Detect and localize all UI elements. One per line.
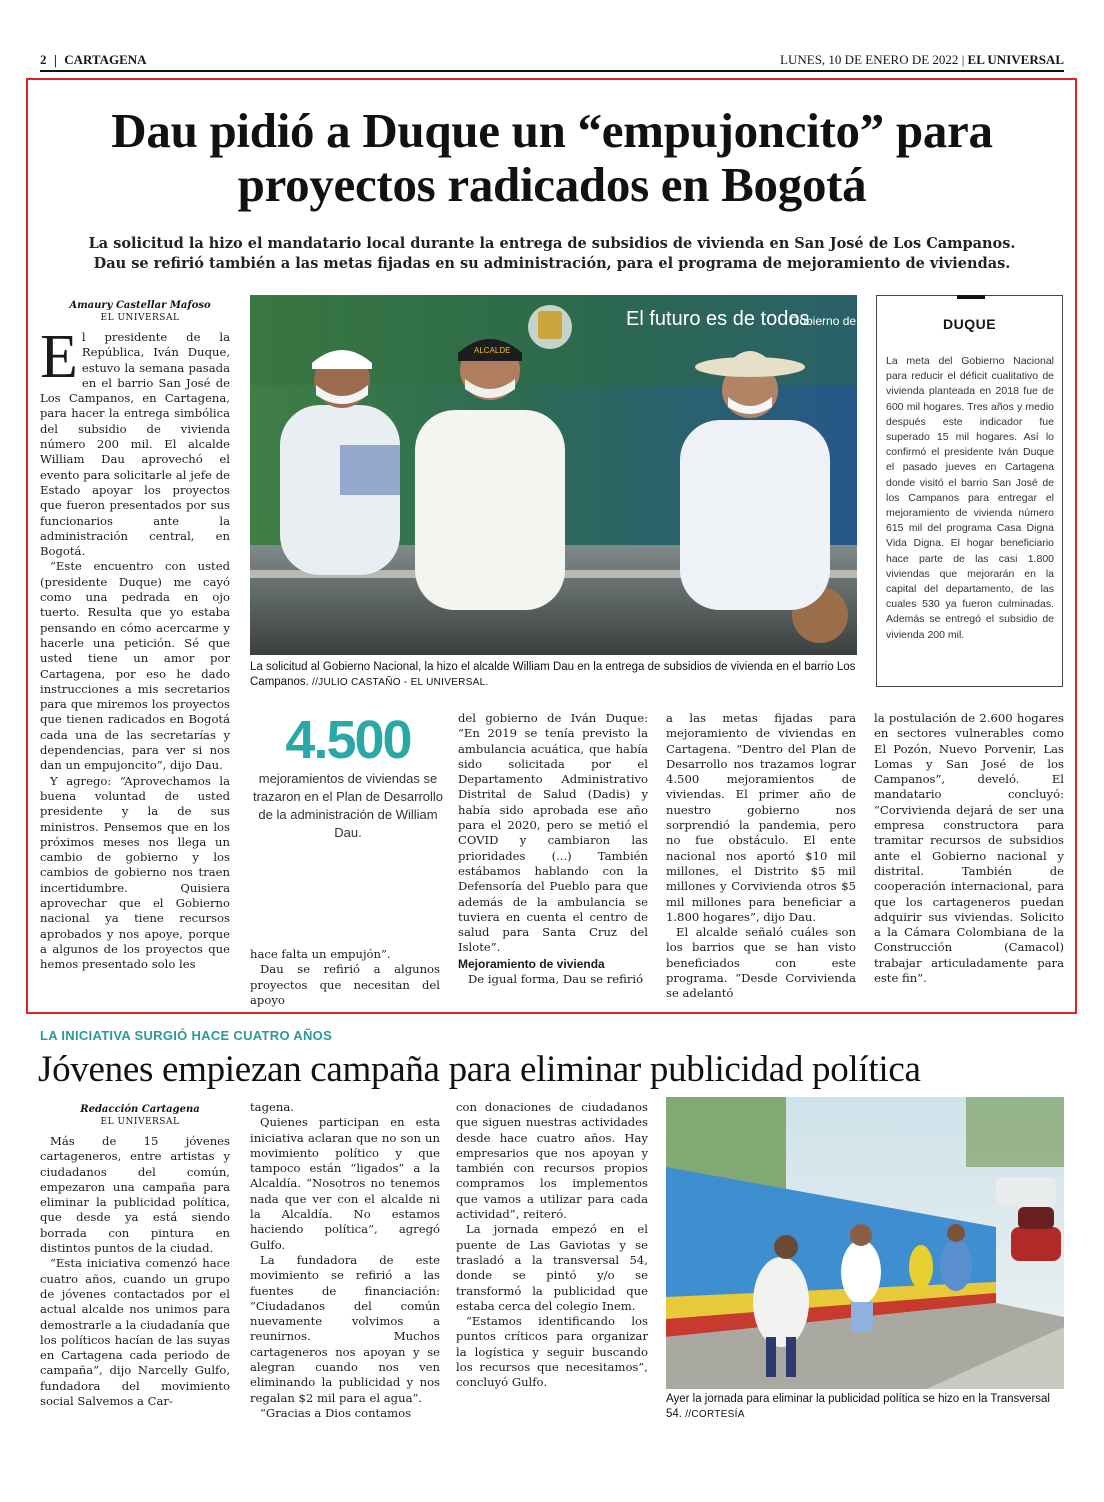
- paragraph: Quienes participan en esta iniciativa aclaran que no son un movimiento político y que tampoco están “ligados” a la Alcaldía. “Nosotros no tenemos nada que ver con el alcalde ni la Alcaldía. No estamos haciendo política”, agregó Gulfo.: [250, 1115, 440, 1252]
- sidebar-title: DUQUE: [942, 316, 997, 332]
- sidebar-box: [876, 295, 1063, 687]
- header-right: LUNES, 10 DE ENERO DE 2022 | EL UNIVERSAL: [780, 52, 1064, 67]
- paragraph: la postulación de 2.600 hogares en sectores vulnerables como El Pozón, Nuevo Porvenir, Las Lomas y San José de los Campanos”, develó. El mandatario concluyó: “Corvivienda dejará de ser una empresa constructora para tramitar recursos de subsidios ante el Gobierno nacional y distrital. También de cooperación internacional, para que los cartageneros puedan adquirir sus viviendas. Solicito a la Cámara Colombiana de la Construcción (Camacol) trabajar articuladamente para este fin”.: [874, 711, 1064, 986]
- article2-column-2: [250, 1100, 440, 1421]
- article2-headline: Jóvenes empiezan campaña para eliminar publicidad política: [38, 1049, 921, 1090]
- caption-text: Ayer la jornada para eliminar la publicidad política se hizo en la Transversal 54.: [666, 1393, 1050, 1420]
- paragraph: a las metas fijadas para mejoramiento de viviendas en Cartagena. “Dentro del Plan de Desarrollo nos trazamos lograr 4.500 mejoramientos de viviendas. El primer año de nuestro gobierno nos sorprendió la pandemia, pero no fue obstáculo. El ente nacional nos aportó $10 mil millones, el Distrito $5 mil millones y Corvivienda otros $5 mil millones para beneficiar a 1.800 hogares”, dijo Dau.: [666, 711, 856, 924]
- paragraph: “Este encuentro con usted (presidente Duque) me cayó como una pedrada en ojo tuerto. Resulta que yo estaba pensando en cómo acercarme y hacerle una petición. Sé que usted tiene un amor por Cartagena, por eso he dado instrucciones a mis secretarios para que miremos los proyectos que tienen radicados en Bogotá cada una de las secretarías y dependencias, para ver si nos dan un empujoncito”, dijo Dau.: [40, 559, 230, 773]
- paragraph: La fundadora de este movimiento se refirió a las fuentes de financiación: “Ciudadanos del común nuevamente volvimos a reunirnos. Muchos cartageneros nos apoyan y se alegran cuando nos ven eliminando la publicidad y nos regalan $2 mil para el agua”.: [250, 1252, 440, 1405]
- photo-caption: [666, 1392, 1064, 1422]
- subhead: Mejoramiento de vivienda: [458, 956, 605, 971]
- caption-text: La solicitud al Gobierno Nacional, la hizo el alcalde William Dau en la entrega de subsidios de vivienda en el barrio Los Campanos.: [250, 661, 856, 688]
- article1-column-1: [40, 323, 230, 972]
- newspaper-name: EL UNIVERSAL: [967, 52, 1064, 67]
- article2-column-3: [456, 1100, 648, 1391]
- main-headline: Dau pidió a Duque un “empujoncito” para proyectos radicados en Bogotá: [111, 103, 993, 212]
- photo-youth-painting: [666, 1097, 1064, 1389]
- author-name: Amaury Castellar Mafoso: [69, 300, 211, 311]
- article2-column-1: [40, 1134, 230, 1409]
- section-name: CARTAGENA: [64, 52, 147, 67]
- page-number: 2: [40, 52, 47, 67]
- drop-cap: E: [40, 323, 78, 391]
- page-header: 2 | CARTAGENA LUNES, 10 DE ENERO DE 2022 | EL UNIVERSAL: [40, 52, 1064, 67]
- article2-kicker: LA INICIATIVA SURGIÓ HACE CUATRO AÑOS: [40, 1028, 333, 1043]
- highlight-number: 4.500: [285, 710, 411, 770]
- article1-column-4: [666, 711, 856, 1002]
- paragraph: Más de 15 jóvenes cartageneros, entre artistas y ciudadanos del común, empezaron una campaña para eliminar la publicidad política, que desde ya está siendo borrada con pintura en distintos puntos de la ciudad.: [40, 1134, 230, 1256]
- article1-column-5: [874, 711, 1064, 986]
- paragraph: tagena.: [250, 1100, 294, 1114]
- sidebar-text: La meta del Gobierno Nacional para reducir el déficit cualitativo de vivienda planteada en 2018 fue de 600 mil hogares. Tres años y medio después este indicador fue superado 15 mil hogares. Así lo confirmó el presidente Iván Duque el pasado jueves en Cartagena donde visitó el barrio San José de los Campanos para entregar el mejoramiento de vivienda número 615 mil del programa Casa Digna Vida Digna. El hogar beneficiario hace parte de las casi 1.800 viviendas que mejorarán en la capital del departamento, de las cuales 530 ya fueron culminadas. Además se entregó el subsidio de vivienda 200 mil.: [886, 355, 1054, 641]
- sidebar-accent: [957, 295, 985, 299]
- highlight-text: mejoramientos de viviendas se trazaron en el Plan de Desarrollo de la administración de William Dau.: [252, 771, 444, 840]
- byline: [40, 1104, 240, 1128]
- paragraph: del gobierno de Iván Duque: “En 2019 se tenía previsto la ambulancia acuática, que había sido solicitada por el Departamento Administrativo Distrital de Salud (Dadis) y había sido aprobada ese año para el 2020, pero se metió el COVID y cambiaron las prioridades (...) También estábamos hablando con la Defensoría del Pueblo para que además de la ambulancia se tuviera en cuenta el centro de salud para Santa Cruz del Islote”.: [458, 711, 648, 955]
- issue-date: LUNES, 10 DE ENERO DE 2022: [780, 52, 959, 67]
- photo-caption: [250, 660, 860, 690]
- paragraph: l presidente de la República, Iván Duque, estuvo la semana pasada en el barrio San José de Los Campanos, en Cartagena, para hacer la entrega simbólica del subsidio de vivienda número 200 mil. El alcalde William Dau aprovechó el evento para solicitarle al jefe de Estado apoyar los proyectos que fueron presentados por sus funcionarios ante la administración central, en Bogotá.: [40, 330, 230, 559]
- banner-slogan: El futuro es de todos: [626, 308, 810, 330]
- cap-label: ALCALDE: [474, 346, 511, 355]
- paragraph: “Gracias a Dios contamos: [260, 1405, 412, 1420]
- paragraph: El alcalde señaló cuáles son los barrios que se han visto beneficiados con este programa. “Desde Corvivienda se adelantó: [666, 925, 856, 1001]
- photo-credit: //JULIO CASTAÑO - EL UNIVERSAL.: [312, 677, 489, 688]
- author-org: EL UNIVERSAL: [100, 1117, 180, 1127]
- header-rule: [40, 70, 1064, 72]
- paragraph: hace falta un empujón”.: [250, 947, 391, 961]
- paragraph: con donaciones de ciudadanos que siguen nuestras actividades desde hace cuatro años. Hay empresarios que nos apoyan y también con recursos propios compramos los implementos que vamos a utilizar para cada actividad”, reiteró.: [456, 1100, 648, 1222]
- photo-officials: [250, 295, 878, 655]
- paragraph: La jornada empezó en el puente de Las Gaviotas y se trasladó a la transversal 54, donde se pintó y/o se transformó la publicidad que estaba cerca del colegio Inem.: [456, 1222, 648, 1313]
- author-name: Redacción Cartagena: [80, 1104, 200, 1115]
- paragraph: De igual forma, Dau se refirió: [468, 971, 644, 986]
- paragraph: “Estamos identificando los puntos críticos para organizar la logística y seguir buscando los recursos que necesitamos”, concluyó Gulfo.: [456, 1314, 648, 1390]
- author-org: EL UNIVERSAL: [100, 313, 180, 323]
- main-deck: La solicitud la hizo el mandatario local durante la entrega de subsidios de vivienda en San José de Los Campanos. Dau se refirió también a las metas fijadas en su administración, para el programa de mejoramiento de viviendas.: [88, 235, 1016, 272]
- article1-column-2: [250, 947, 440, 1008]
- banner-government: Gobierno de Col: [790, 314, 878, 328]
- photo-credit: //CORTESÍA: [685, 1409, 745, 1420]
- paragraph: Dau se refirió a algunos proyectos que necesitan del apoyo: [250, 962, 440, 1007]
- paragraph: “Esta iniciativa comenzó hace cuatro años, cuando un grupo de jóvenes contactados por el actual alcalde nos unimos para demostrarle a la ciudadanía que los políticos hacían de las suyas en Cartagena cada periodo de campaña”, dijo Narcelly Gulfo, fundadora del movimiento social Salvemos a Car-: [40, 1256, 230, 1409]
- byline: [40, 300, 240, 324]
- paragraph: Y agrego: “Aprovechamos la buena voluntad de usted presidente y la de sus ministros. Pensemos que en los próximos meses nos llega un cambio de gobierno y los cambios de gobierno nos traen incertidumbre. Quisiera aprovechar que el Gobierno nacional ya tiene recursos aprobados y nos apoye, porque a algunos de los proyectos que hemos presentado solo les: [40, 773, 230, 972]
- article1-column-3: [458, 711, 648, 987]
